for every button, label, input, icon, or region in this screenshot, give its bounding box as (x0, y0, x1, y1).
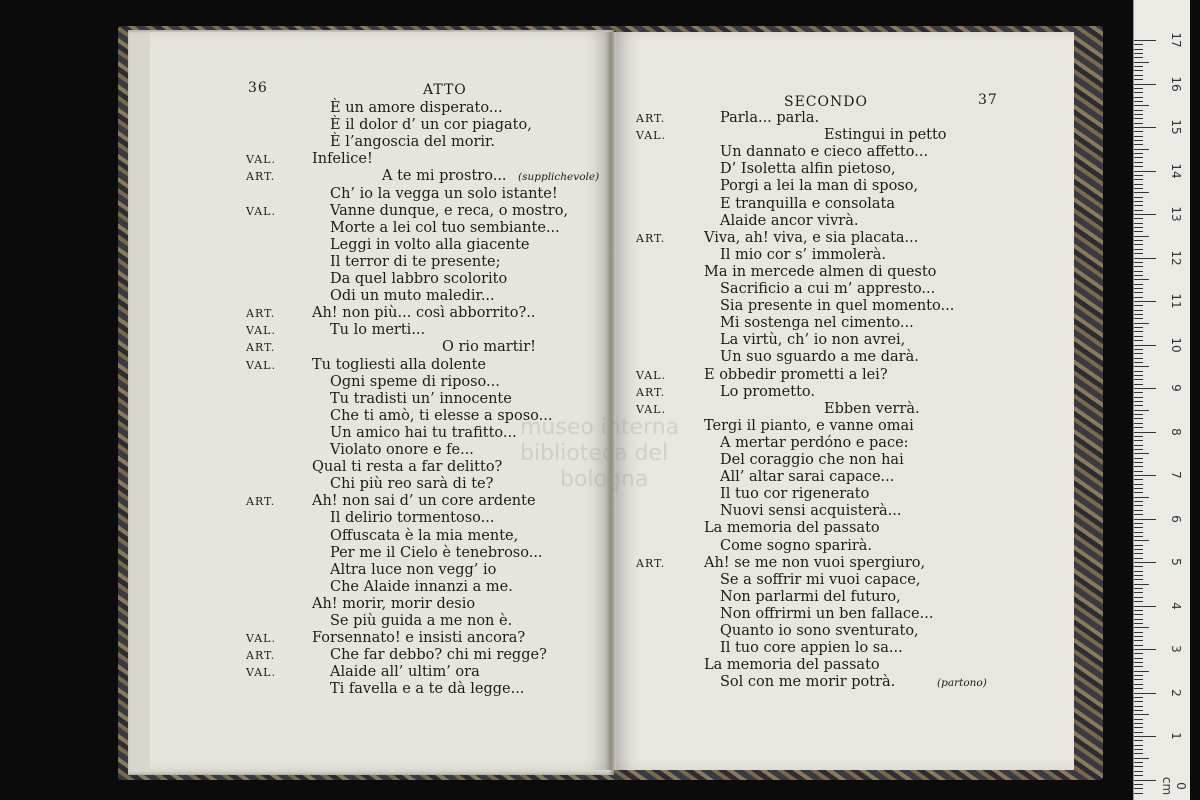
ruler-tick (1134, 57, 1143, 58)
ruler-tick (1134, 423, 1143, 424)
ruler-tick (1134, 727, 1143, 728)
ruler-tick (1134, 458, 1143, 459)
verse-line: Leggi in volto alla giacente (330, 236, 530, 253)
verse-line: Se più guida a me non è. (330, 613, 513, 629)
verse-line: Forsennato! e insisti ancora? (312, 630, 526, 647)
ruler-tick (1134, 358, 1143, 359)
speaker-label: ART. (246, 649, 276, 663)
ruler-tick (1134, 736, 1156, 737)
verse-line: Ch’ io la vegga un solo istante! (330, 185, 558, 202)
ruler-number: 4 (1169, 601, 1183, 610)
ruler-tick (1134, 475, 1156, 476)
verse-line: Mi sostenga nel cimento... (720, 315, 914, 332)
ruler-tick (1134, 201, 1143, 202)
verse-line: Vanne dunque, e reca, o mostro, (330, 202, 569, 219)
ruler-tick (1134, 40, 1156, 41)
verse-line: Per me il Cielo è tenebroso... (330, 544, 543, 561)
speaker-label: VAL. (636, 402, 666, 416)
ruler-tick (1134, 588, 1143, 589)
ruler-tick (1134, 610, 1143, 611)
ruler-tick (1134, 327, 1143, 328)
ruler-tick (1134, 97, 1143, 98)
watermark-line: museo interna (520, 415, 680, 440)
ruler-tick (1134, 492, 1143, 493)
ruler-tick (1134, 723, 1143, 724)
running-header-left: ATTO (423, 82, 467, 98)
ruler-tick (1134, 84, 1156, 85)
ruler-tick (1134, 62, 1149, 63)
ruler-tick (1134, 266, 1143, 267)
ruler-tick (1134, 592, 1143, 593)
ruler-tick (1134, 414, 1143, 415)
ruler-tick (1134, 658, 1143, 659)
ruler-tick (1134, 179, 1143, 180)
right-page (612, 32, 1074, 770)
ruler-tick (1134, 488, 1143, 489)
verse-line: Tergi il pianto, e vanne omai (704, 417, 914, 434)
ruler-tick (1134, 305, 1143, 306)
ruler-tick (1134, 749, 1143, 750)
speaker-label: ART. (246, 341, 276, 355)
ruler-tick (1134, 632, 1143, 633)
verse-line: Chi più reo sarà di te? (330, 476, 494, 493)
verse-line: A mertar perdóno e pace: (720, 434, 909, 451)
ruler-tick (1134, 497, 1149, 498)
ruler-tick (1134, 336, 1143, 337)
ruler-tick (1134, 379, 1143, 380)
ruler-tick (1134, 601, 1143, 602)
ruler-tick (1134, 471, 1143, 472)
verse-line: Il mio cor s’ immolerà. (720, 246, 887, 263)
measuring-ruler (1133, 0, 1190, 800)
ruler-number: 11 (1169, 293, 1183, 309)
ruler-tick (1134, 340, 1143, 341)
ruler-tick (1134, 745, 1143, 746)
ruler-tick (1134, 640, 1143, 641)
ruler-tick (1134, 240, 1143, 241)
verse-line: Lo prometto. (720, 383, 815, 400)
ruler-tick (1134, 606, 1156, 607)
ruler-tick (1134, 653, 1143, 654)
ruler-number: 15 (1169, 119, 1183, 135)
ruler-tick (1134, 197, 1143, 198)
verse-line: Ogni speme di riposo... (330, 373, 500, 390)
ruler-tick (1134, 44, 1143, 45)
ruler-tick (1134, 271, 1143, 272)
ruler-tick (1134, 284, 1143, 285)
ruler-tick (1134, 70, 1143, 71)
ruler-tick (1134, 693, 1156, 694)
verse-line: Viva, ah! viva, e sia placata... (704, 229, 919, 246)
ruler-tick (1134, 662, 1143, 663)
ruler-tick (1134, 140, 1143, 141)
ruler-tick (1134, 292, 1143, 293)
verse-line: Il delirio tormentoso... (330, 510, 495, 527)
ruler-tick (1134, 131, 1143, 132)
verse-line: La virtù, ch’ io non avrei, (720, 332, 906, 349)
ruler-tick (1134, 645, 1143, 646)
ruler-tick (1134, 540, 1149, 541)
ruler-tick (1134, 418, 1143, 419)
verse-line: Morte a lei col tuo sembiante... (330, 219, 560, 236)
page-number-left: 36 (248, 80, 268, 96)
ruler-number: 17 (1169, 32, 1183, 48)
watermark (520, 415, 679, 493)
ruler-tick (1134, 688, 1143, 689)
verse-line: La memoria del passato (704, 657, 880, 674)
ruler-tick (1134, 549, 1143, 550)
watermark-line: biblioteca del (520, 441, 669, 466)
ruler-tick (1134, 484, 1143, 485)
ruler-tick (1134, 53, 1143, 54)
running-header-right: SECONDO (784, 94, 868, 110)
speaker-label: VAL. (246, 324, 276, 338)
verse-line: È l’angoscia del morir. (330, 134, 495, 151)
ruler-tick (1134, 766, 1143, 767)
speaker-label: ART. (636, 385, 666, 399)
ruler-tick (1134, 532, 1143, 533)
ruler-tick (1134, 753, 1143, 754)
ruler-tick (1134, 314, 1143, 315)
verse-line: Parla... parla. (720, 110, 820, 126)
ruler-tick (1134, 788, 1143, 789)
ruler-tick (1134, 697, 1143, 698)
ruler-tick (1134, 349, 1143, 350)
ruler-tick (1134, 553, 1143, 554)
ruler-number: 14 (1169, 162, 1183, 179)
ruler-tick (1134, 118, 1143, 119)
ruler-tick (1134, 249, 1143, 250)
ruler-tick (1134, 166, 1143, 167)
ruler-tick (1134, 666, 1143, 667)
verse-line: Ah! non sai d’ un core ardente (312, 493, 536, 510)
ruler-tick (1134, 244, 1143, 245)
ruler-tick (1134, 157, 1143, 158)
verse-line: E obbedir prometti a lei? (704, 366, 888, 383)
speaker-label: ART. (636, 112, 666, 125)
ruler-tick (1134, 144, 1143, 145)
ruler-tick (1134, 223, 1143, 224)
ruler-tick (1134, 410, 1149, 411)
ruler-tick (1134, 762, 1143, 763)
ruler-tick (1134, 649, 1156, 650)
ruler-tick (1134, 440, 1143, 441)
speaker-label: VAL. (246, 632, 276, 646)
verse-line: Se a soffrir mi vuoi capace, (720, 571, 921, 588)
ruler-tick (1134, 505, 1143, 506)
ruler-number: 12 (1169, 249, 1183, 266)
ruler-tick (1134, 227, 1143, 228)
ruler-tick (1134, 793, 1143, 794)
speaker-label: ART. (246, 307, 276, 321)
verse-line: Porgi a lei la man di sposo, (720, 178, 919, 195)
stage-direction: (supplichevole) (518, 171, 600, 184)
verse-line: Tu lo merti... (330, 322, 426, 339)
verse-line: Nuovi sensi acquisterà... (720, 503, 902, 520)
ruler-tick (1134, 384, 1143, 385)
speaker-label: VAL. (246, 666, 276, 680)
verse-line: Alaide ancor vivrà. (720, 212, 859, 229)
ruler-tick (1134, 371, 1143, 372)
ruler-tick (1134, 275, 1143, 276)
ruler-tick (1134, 175, 1143, 176)
ruler-tick (1134, 184, 1143, 185)
verse-line: Sacrificio a cui m’ appresto... (720, 281, 936, 297)
ruler-tick (1134, 436, 1143, 437)
ruler-tick (1134, 545, 1143, 546)
ruler-tick (1134, 719, 1143, 720)
ruler-tick (1134, 88, 1143, 89)
ruler-tick (1134, 105, 1149, 106)
ruler-number: 5 (1169, 558, 1183, 566)
ruler-unit-label: 0 cm (1160, 776, 1188, 796)
ruler-tick (1134, 310, 1143, 311)
verse-line: La memoria del passato (704, 520, 880, 537)
speaker-label: VAL. (246, 358, 276, 372)
ruler-tick (1134, 331, 1143, 332)
ruler-number: 9 (1169, 384, 1183, 392)
speaker-label: VAL. (246, 153, 276, 167)
ruler-tick (1134, 623, 1143, 624)
ruler-tick (1134, 701, 1143, 702)
ruler-tick (1134, 510, 1143, 511)
ruler-tick (1134, 392, 1143, 393)
ruler-tick (1134, 684, 1143, 685)
verse-line: Che Alaide innanzi a me. (330, 578, 513, 595)
ruler-tick (1134, 49, 1143, 50)
ruler-tick (1134, 714, 1149, 715)
ruler-tick (1134, 153, 1143, 154)
ruler-tick (1134, 671, 1149, 672)
ruler-tick (1134, 366, 1149, 367)
ruler-tick (1134, 679, 1143, 680)
ruler-tick (1134, 675, 1143, 676)
verse-line: Un suo sguardo a me darà. (720, 349, 919, 366)
verse-line: Sol con me morir potrà. (720, 674, 896, 691)
ruler-tick (1134, 123, 1143, 124)
ruler-tick (1134, 397, 1143, 398)
book-gutter (606, 32, 616, 770)
ruler-tick (1134, 188, 1143, 189)
verse-line: Non parlarmi del futuro, (720, 588, 901, 605)
speaker-label: ART. (246, 170, 276, 184)
ruler-number: 16 (1169, 75, 1183, 92)
ruler-tick (1134, 462, 1143, 463)
ruler-tick (1134, 432, 1156, 433)
ruler-tick (1134, 479, 1143, 480)
verse-line: Ah! non più... così abborrito?.. (312, 305, 536, 322)
ruler-tick (1134, 149, 1149, 150)
ruler-tick (1134, 323, 1149, 324)
verse-line: Che far debbo? chi mi regge? (330, 647, 547, 664)
verse-line: Quanto io sono sventurato, (720, 623, 919, 639)
ruler-tick (1134, 210, 1143, 211)
ruler-tick (1134, 579, 1143, 580)
ruler-tick (1134, 501, 1143, 502)
ruler-tick (1134, 706, 1143, 707)
speaker-label: VAL. (636, 368, 666, 382)
verse-line: Ti favella e a te dà legge... (330, 681, 525, 698)
ruler-tick (1134, 710, 1143, 711)
verse-line: Da quel labbro scolorito (330, 271, 508, 287)
ruler-tick (1134, 636, 1143, 637)
ruler-tick (1134, 110, 1143, 111)
ruler-tick (1134, 127, 1156, 128)
watermark-line: bologna (560, 467, 649, 492)
ruler-tick (1134, 218, 1143, 219)
verse-line: A te mi prostro... (382, 168, 507, 185)
page-number-right: 37 (978, 92, 998, 108)
ruler-tick (1134, 732, 1143, 733)
ruler-tick (1134, 771, 1143, 772)
verse-line: Del coraggio che non hai (720, 452, 904, 468)
verse-line: All’ altar sarai capace... (720, 469, 895, 486)
verse-line: Ma in mercede almen di questo (704, 263, 937, 280)
verse-line: È un amore disperato... (330, 100, 503, 116)
verse-line: Odi un muto maledir... (330, 288, 495, 305)
ruler-tick (1134, 614, 1143, 615)
ruler-tick (1134, 192, 1149, 193)
verse-line: Estingui in petto (824, 127, 947, 144)
ruler-tick (1134, 318, 1143, 319)
speaker-label: ART. (636, 231, 666, 245)
ruler-tick (1134, 571, 1143, 572)
ruler-tick (1134, 288, 1143, 289)
ruler-tick (1134, 279, 1149, 280)
ruler-tick (1134, 758, 1149, 759)
verse-line: Ebben verrà. (824, 400, 920, 417)
verse-line: Violato onore e fe... (330, 442, 474, 458)
ruler-tick (1134, 136, 1143, 137)
ruler-tick (1134, 627, 1149, 628)
ruler-tick (1134, 101, 1143, 102)
ruler-tick (1134, 405, 1143, 406)
ruler-tick (1134, 92, 1143, 93)
speaker-label: ART. (246, 495, 276, 509)
ruler-tick (1134, 562, 1156, 563)
stage-direction: (partono) (937, 677, 987, 690)
ruler-tick (1134, 258, 1156, 259)
verse-line: E tranquilla e consolata (720, 195, 896, 212)
ruler-tick (1134, 214, 1156, 215)
verse-line: Il tuo core appien lo sa... (720, 640, 903, 657)
ruler-tick (1134, 345, 1156, 346)
verse-line: Tu tradisti un’ innocente (330, 390, 512, 407)
ruler-tick (1134, 297, 1143, 298)
ruler-tick (1134, 449, 1143, 450)
ruler-tick (1134, 780, 1156, 781)
ruler-number: 7 (1169, 471, 1183, 479)
ruler-number: 13 (1169, 206, 1183, 222)
verse-line: O rio martir! (442, 339, 536, 356)
ruler-tick (1134, 262, 1143, 263)
left-page (150, 32, 612, 770)
verse-line: Un amico hai tu trafitto... (330, 424, 517, 441)
ruler-number: 3 (1169, 645, 1183, 653)
ruler-tick (1134, 401, 1143, 402)
verse-line: Il terror di te presente; (330, 253, 501, 270)
ruler-tick (1134, 466, 1143, 467)
ruler-tick (1134, 353, 1143, 354)
verse-line: È il dolor d’ un cor piagato, (330, 117, 532, 134)
verse-line: Sia presente in quel momento... (720, 298, 955, 315)
verse-line: Alaide all’ ultim’ ora (330, 664, 480, 681)
verse-line: Ah! se me non vuoi spergiuro, (704, 554, 926, 571)
ruler-tick (1134, 584, 1149, 585)
ruler-tick (1134, 236, 1149, 237)
speaker-label: VAL. (246, 204, 276, 218)
verse-line: Come sogno sparirà. (720, 537, 873, 554)
ruler-tick (1134, 253, 1143, 254)
ruler-tick (1134, 205, 1143, 206)
ruler-tick (1134, 514, 1143, 515)
speaker-label: ART. (636, 556, 666, 570)
ruler-number: 8 (1169, 427, 1183, 436)
ruler-tick (1134, 527, 1143, 528)
verse-line: D’ Isoletta alfin pietoso, (720, 161, 896, 178)
verse-line: Qual ti resta a far delitto? (312, 459, 503, 476)
verse-line: Infelice! (312, 151, 373, 168)
speaker-label: VAL. (636, 129, 666, 143)
ruler-tick (1134, 453, 1149, 454)
ruler-tick (1134, 523, 1143, 524)
ruler-tick (1134, 75, 1143, 76)
verse-line: Ah! morir, morir desio (312, 595, 476, 612)
ruler-number: 6 (1169, 514, 1183, 523)
verse-line: Un dannato e cieco affetto... (720, 144, 929, 161)
verse-line: Offuscata è la mia mente, (330, 527, 519, 544)
ruler-tick (1134, 784, 1143, 785)
ruler-tick (1134, 427, 1143, 428)
ruler-tick (1134, 519, 1156, 520)
ruler-tick (1134, 597, 1143, 598)
ruler-tick (1134, 231, 1143, 232)
ruler-tick (1134, 79, 1143, 80)
ruler-tick (1134, 162, 1143, 163)
verse-line: Tu togliesti alla dolente (312, 356, 486, 373)
ruler-number: 2 (1169, 688, 1183, 697)
ruler-number: 1 (1169, 732, 1183, 740)
verse-line: Non offrirmi un ben fallace... (720, 605, 934, 622)
ruler-tick (1134, 362, 1143, 363)
ruler-tick (1134, 566, 1143, 567)
ruler-tick (1134, 445, 1143, 446)
ruler-tick (1134, 388, 1156, 389)
ruler-number: 10 (1169, 336, 1183, 353)
verse-line: Il tuo cor rigenerato (720, 486, 870, 503)
ruler-tick (1134, 740, 1143, 741)
verse-line: Che ti amò, ti elesse a sposo... (330, 407, 553, 424)
ruler-tick (1134, 301, 1156, 302)
ruler-tick (1134, 171, 1156, 172)
verse-line: Altra luce non vegg’ io (330, 561, 497, 578)
ruler-tick (1134, 558, 1143, 559)
ruler-tick (1134, 775, 1143, 776)
ruler-tick (1134, 114, 1143, 115)
ruler-tick (1134, 536, 1143, 537)
ruler-tick (1134, 66, 1143, 67)
ruler-tick (1134, 575, 1143, 576)
ruler-tick (1134, 375, 1143, 376)
ruler-tick (1134, 619, 1143, 620)
